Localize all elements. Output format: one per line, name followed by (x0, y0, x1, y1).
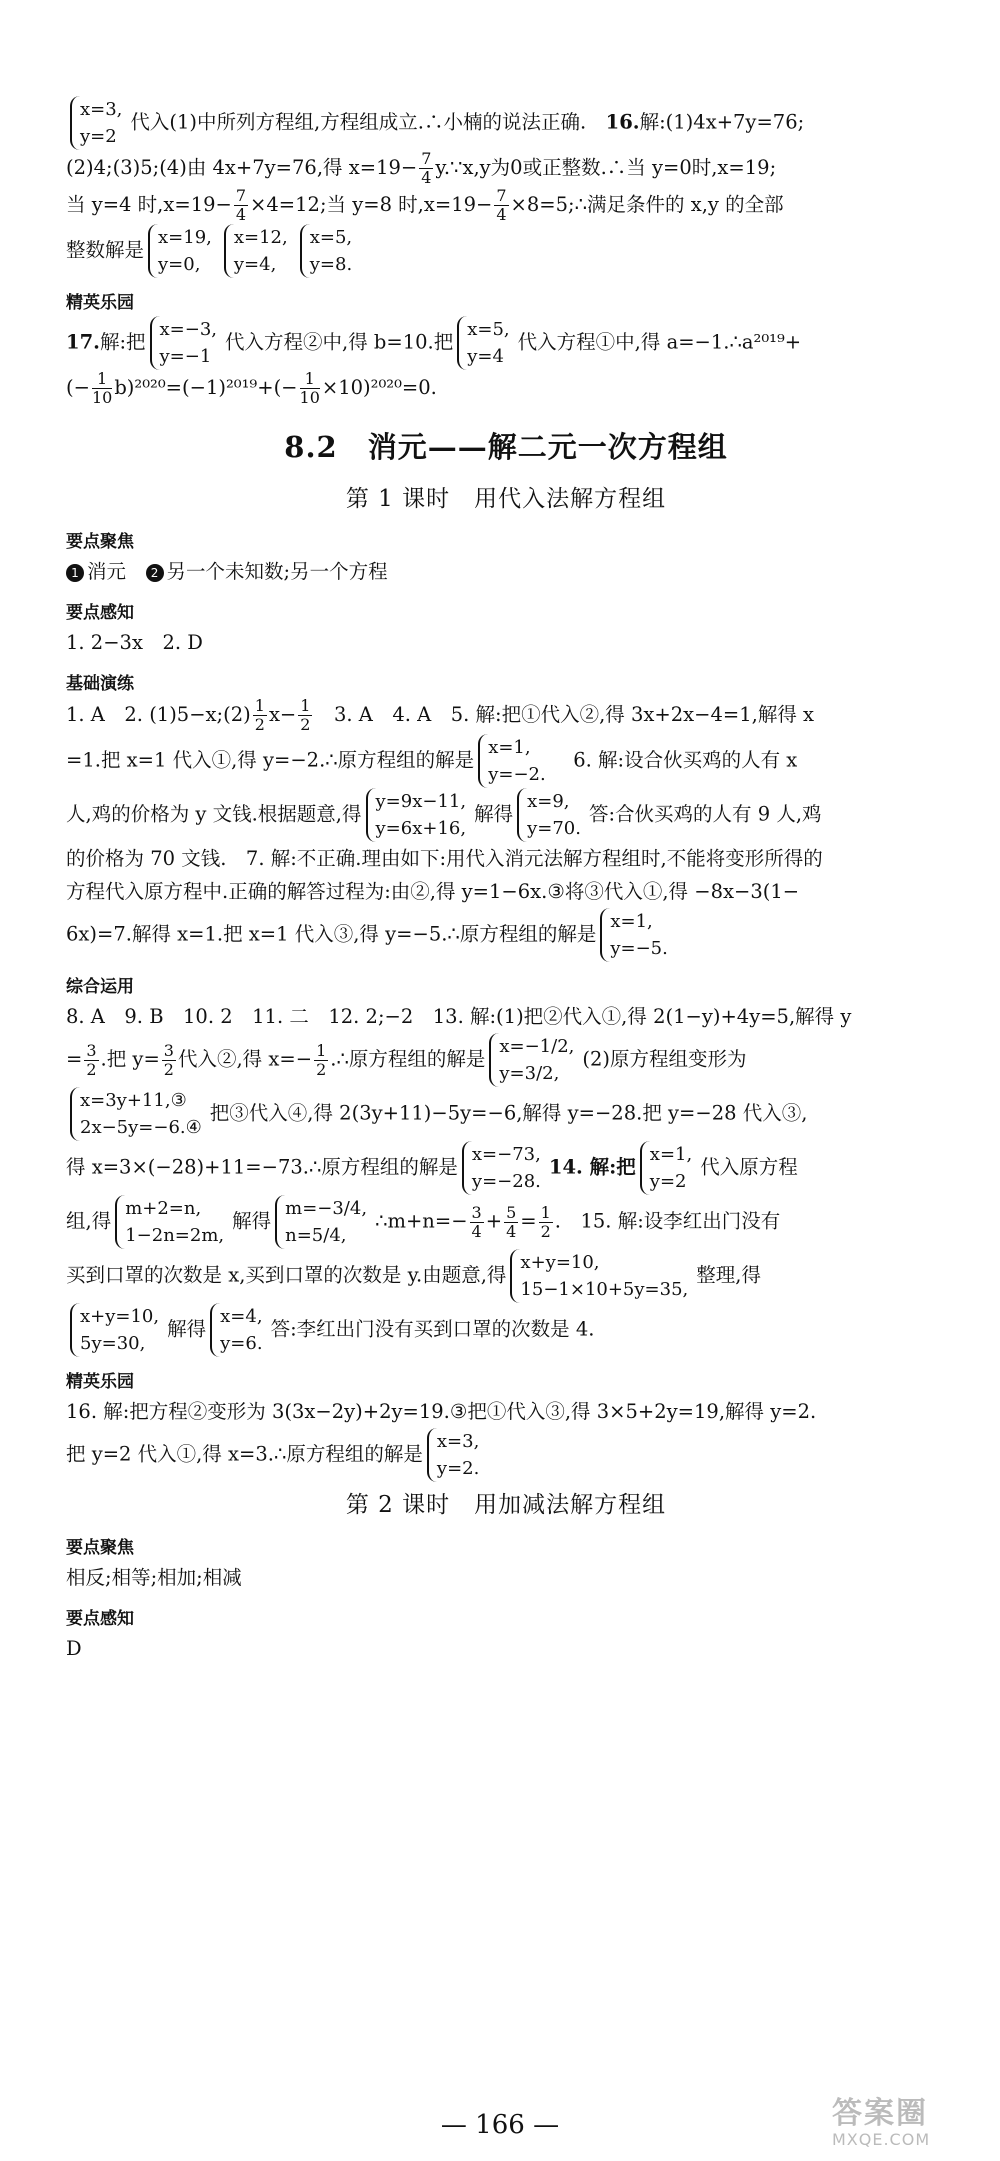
equation-system: x=5, y=8. (300, 224, 356, 278)
fraction: $\frac{1}{10}$ (299, 369, 320, 407)
lesson-title-2: 第 2 课时 用加减法解方程组 (345, 1492, 667, 1518)
answers-jichu: 1. A 2. (1)5−x;(2) $\frac{1}{2}$ x− $\frac{1}{2}$ 3. A 4. A 5. 解:把①代入②,得 3x+2x−4=1,解得 x =1.把 x=1 代入①,得 y=−2.∴原方程组的解是 x=1, y=−2. 6. 解:设合伙买鸡的人有 x 人,鸡的价格为 y 文钱.根据题意,得 y=9x−11, y=6x+16, 解得 x=9, y=70. 答:合伙买鸡的人有 9 人,鸡 的价格为 70 文钱. 7. 解:不正确.理由如下:用代入消元法解方程组时,不能将变形所得的 方程代入原方程中.正确的解答过程为:由②,得 y=1−6x.③将③代入①,得 −8x−3(1− 6x)=7.解得 x=1.把 x=1 代入③,得 y=−5.∴原方程组的解是 x=1, y=−5. (66, 697, 946, 962)
equation-system: x=−3, y=−1 (150, 316, 222, 370)
heading-jingying-2: 精英乐园 (66, 1372, 134, 1392)
fraction: $\frac{1}{2}$ (316, 1040, 327, 1079)
heading-zonghe: 综合运用 (66, 977, 134, 997)
watermark-logo: 答案圈 MXQE.COM (832, 2096, 931, 2149)
fraction: $\frac{1}{2}$ (300, 696, 311, 734)
equation-system: y=9x−11, y=6x+16, (366, 788, 471, 842)
equation-system: x=3, y=2 (70, 96, 126, 150)
equation-system: x=3, y=2. (427, 1428, 483, 1482)
fraction: $\frac{1}{10}$ (91, 369, 113, 407)
fraction: $\frac{3}{2}$ (86, 1040, 97, 1079)
equation-system: x=12, y=4, (224, 224, 292, 278)
answers-zonghe: 8. A 9. B 10. 2 11. 二 12. 2;−2 13. 解:(1)把②代入①,得 2(1−y)+4y=5,解得 y = $\frac{3}{2}$ .把 y= $\frac{3}{2}$ 代入②,得 x=− $\frac{1}{2}$ .∴原方程组的解是 x=−1/2, y=3/2, (2)原方程组变形为 x=3y+11,③ 2x−5y=−6.④ 把③代入④,得 2(3y+11)−5y=−6,解得 y=−28.把 y=−28 代入③, 得 x=3×(−28)+11=−73.∴原方程组的解是 x=−73, y=−28. 14. 解:把 x=1, y=2 代入原方程 组,得 m+2=n, 1−2n=2m, 解得 m=−3/4, n=5/4, ∴m+n=− $\frac{3}{4}$ + $\frac{5}{4}$ = $\frac{1}{2}$ . 15. 解:设李红出门没有 买到口罩的次数是 x,买到口罩的次数是 y.由题意,得 x+y=10, 15−1×10+5y=35, 整理,得 x+y=10, 5y=30, 解得 x=4, y=6. 答:李红出门没有买到口罩的次数是 4. (66, 1000, 946, 1357)
problem-17: 17.解:把 x=−3, y=−1 代入方程②中,得 b=10.把 x=5, y=4 代入方程①中,得 a=−1.∴a²⁰¹⁹+ (− $\frac{1}{10}$ b)²⁰²⁰=(−1)²⁰¹⁹+(− $\frac{1}{10}$ ×10)²⁰²⁰=0. (66, 316, 946, 407)
heading-yaodian-ganzhi: 要点感知 (66, 603, 134, 623)
equation-system: x=3y+11,③ 2x−5y=−6.④ (70, 1087, 206, 1141)
fraction: $\frac{3}{2}$ (163, 1040, 174, 1079)
page-number: — 166 — (440, 2110, 560, 2140)
equation-system: x=1, y=−5. (600, 908, 672, 962)
answer-jujiao-2: 相反;相等;相加;相减 (66, 1566, 242, 1589)
answer-ganzhi-1: 1. 2−3x 2. D (66, 631, 203, 654)
number-badge: 2 (146, 564, 164, 582)
heading-jingying: 精英乐园 (66, 293, 134, 313)
paragraph-continued: x=3, y=2 代入(1)中所列方程组,方程组成立.∴小楠的说法正确. 16.解:(1)4x+7y=76; (2)4;(3)5;(4)由 4x+7y=76,得 x=19− $\frac{7}{4}$ y.∵x,y为0或正整数.∴当 y=0时,x=19; 当 y=4 时,x=19− $\frac{7}{4}$ ×4=12;当 y=8 时,x=19− $\frac{7}{4}$ ×8=5;∴满足条件的 x,y 的全部 整数解是 x=19, y=0, x=12, y=4, x=5, y=8. (66, 96, 946, 278)
equation-system: x=−73, y=−28. (462, 1141, 545, 1195)
fraction: $\frac{1}{2}$ (540, 1202, 551, 1241)
fraction: $\frac{3}{4}$ (471, 1202, 482, 1241)
equation-system: m=−3/4, n=5/4, (275, 1195, 371, 1249)
section-title: 8.2 消元——解二元一次方程组 (284, 430, 728, 464)
equation-system: x=9, y=70. (517, 788, 585, 842)
equation-system: m+2=n, 1−2n=2m, (115, 1195, 228, 1249)
heading-jichu: 基础演练 (66, 674, 134, 694)
heading-yaodian-ganzhi-2: 要点感知 (66, 1609, 134, 1629)
fraction: $\frac{7}{4}$ (235, 186, 247, 224)
lesson-title-1: 第 1 课时 用代入法解方程组 (345, 486, 667, 512)
fraction: $\frac{7}{4}$ (496, 186, 507, 224)
equation-system: x=−1/2, y=3/2, (489, 1033, 578, 1087)
equation-system: x=19, y=0, (148, 224, 216, 278)
equation-system: x=1, y=−2. (478, 734, 550, 788)
equation-system: x=1, y=2 (640, 1141, 696, 1195)
problem-16: 16. 解:把方程②变形为 3(3x−2y)+2y=19.③把①代入③,得 3×5+2y=19,解得 y=2. 把 y=2 代入①,得 x=3.∴原方程组的解是 x=3, y=2. (66, 1395, 946, 1482)
fraction: $\frac{7}{4}$ (421, 149, 432, 187)
page-content (66, 96, 946, 1665)
heading-yaodian-jujiao-2: 要点聚焦 (66, 1538, 134, 1558)
answer-ganzhi-2: D (66, 1637, 82, 1660)
equation-system: x=4, y=6. (210, 1303, 266, 1357)
equation-system: x=5, y=4 (457, 316, 513, 370)
fraction: $\frac{5}{4}$ (506, 1202, 517, 1241)
answer-jujiao-1: 1 消元 2 另一个未知数;另一个方程 (66, 555, 946, 588)
fraction: $\frac{1}{2}$ (254, 696, 265, 734)
equation-system: x+y=10, 15−1×10+5y=35, (510, 1249, 692, 1303)
heading-yaodian-jujiao: 要点聚焦 (66, 532, 134, 552)
number-badge: 1 (66, 564, 84, 582)
equation-system: x+y=10, 5y=30, (70, 1303, 163, 1357)
